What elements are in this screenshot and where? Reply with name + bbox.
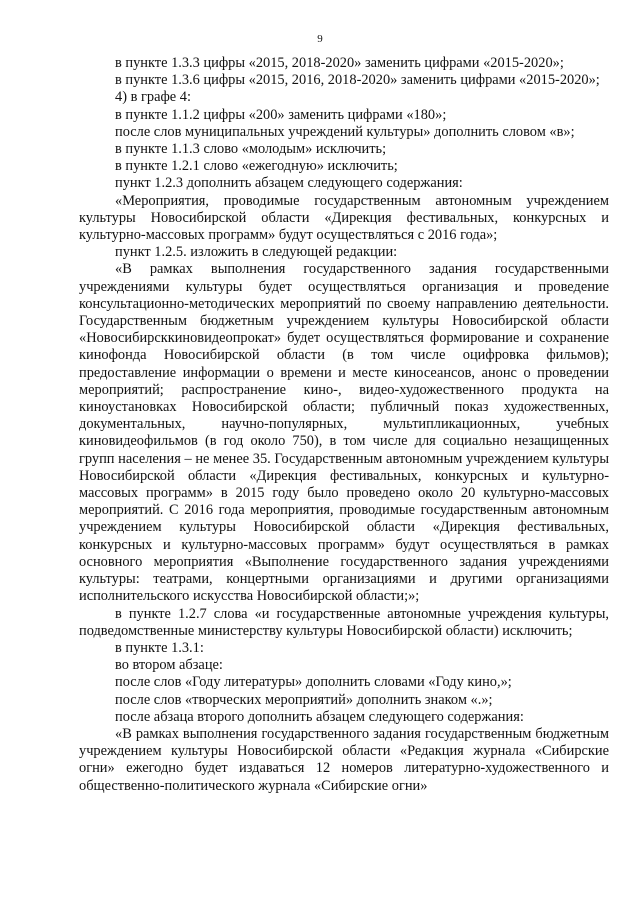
paragraph: в пункте 1.3.1: bbox=[115, 639, 204, 656]
paragraph: после слов «творческих мероприятий» дополнить знаком «.»; bbox=[115, 691, 493, 708]
paragraph: во втором абзаце: bbox=[115, 657, 223, 674]
paragraph: 4) в графе 4: bbox=[115, 89, 191, 106]
document-body bbox=[79, 55, 609, 795]
paragraph: после слов «Году литературы» дополнить словами «Году кино,»; bbox=[115, 674, 512, 691]
paragraph: пункт 1.2.5. изложить в следующей редакции: bbox=[115, 244, 398, 261]
paragraph: пункт 1.2.3 дополнить абзацем следующего содержания: bbox=[115, 175, 463, 192]
paragraph: в пункте 1.1.3 слово «молодым» исключить; bbox=[115, 141, 387, 158]
paragraph: в пункте 1.1.2 цифры «200» заменить цифрами «180»; bbox=[115, 106, 447, 123]
page-number: 9 bbox=[317, 33, 323, 45]
paragraph: в пункте 1.2.7 слова «и государственные автономные учреждения культуры, подведомственные министерству культуры Новосибирской области) исключить; bbox=[79, 605, 609, 639]
paragraph: в пункте 1.2.1 слово «ежегодную» исключить; bbox=[115, 158, 398, 175]
paragraph: после абзаца второго дополнить абзацем следующего содержания: bbox=[115, 708, 524, 725]
paragraph: в пункте 1.3.3 цифры «2015, 2018-2020» заменить цифрами «2015-2020»; bbox=[115, 55, 564, 71]
paragraph: в пункте 1.3.6 цифры «2015, 2016, 2018-2020» заменить цифрами «2015-2020»; bbox=[115, 72, 600, 89]
paragraph: «В рамках выполнения государственного задания государственными учреждениями культуры будет осуществляться организация и проведение консультационно-методических мероприятий по своему направлению деятельности. Государственным бюджетным учреждением культуры Новосибирской области «Новосибирсккиновидеопрокат» будет осуществляться формирование и сохранение кинофонда Новосибирской области (в том числе оцифровка фильмов); предоставление информации о времени и месте киносеансов, анонс о проведении мероприятий; распространение кино-, видео-художественного продукта на киноустановках Новосибирской области; публичный показ художественных, документальных, научно-популярных, мультипликационных, учебных киновидеофильмов (в год около 750), в том числе для социально незащищенных групп населения – не менее 35. Государственным автономным учреждением культуры Новосибирской области «Дирекция фестивальных, конкурсных и культурно-массовых программ» в 2015 году было проведено около 20 культурно-массовых мероприятий. С 2016 года мероприятия, проводимые государственным автономным учреждением культуры Новосибирской области «Дирекция фестивальных, конкурсных и культурно-массовых программ» будут осуществляться в рамках основного мероприятия «Выполнение государственного задания учреждениями культуры: театрами, концертными организациями и другими организациями исполнительского искусства Новосибирской области;»; bbox=[79, 261, 609, 605]
paragraph: «В рамках выполнения государственного задания государственным бюджетным учреждением культуры Новосибирской области «Редакция журнала «Сибирские огни» ежегодно будет издаваться 12 номеров литературно-художественного и общественно-политического журнала «Сибирские огни» bbox=[79, 725, 609, 794]
paragraph: «Мероприятия, проводимые государственным автономным учреждением культуры Новосибирской области «Дирекция фестивальных, конкурсных и культурно-массовых программ» будут осуществляться с 2016 года»; bbox=[79, 192, 609, 244]
paragraph: после слов муниципальных учреждений культуры» дополнить словом «в»; bbox=[115, 123, 575, 140]
